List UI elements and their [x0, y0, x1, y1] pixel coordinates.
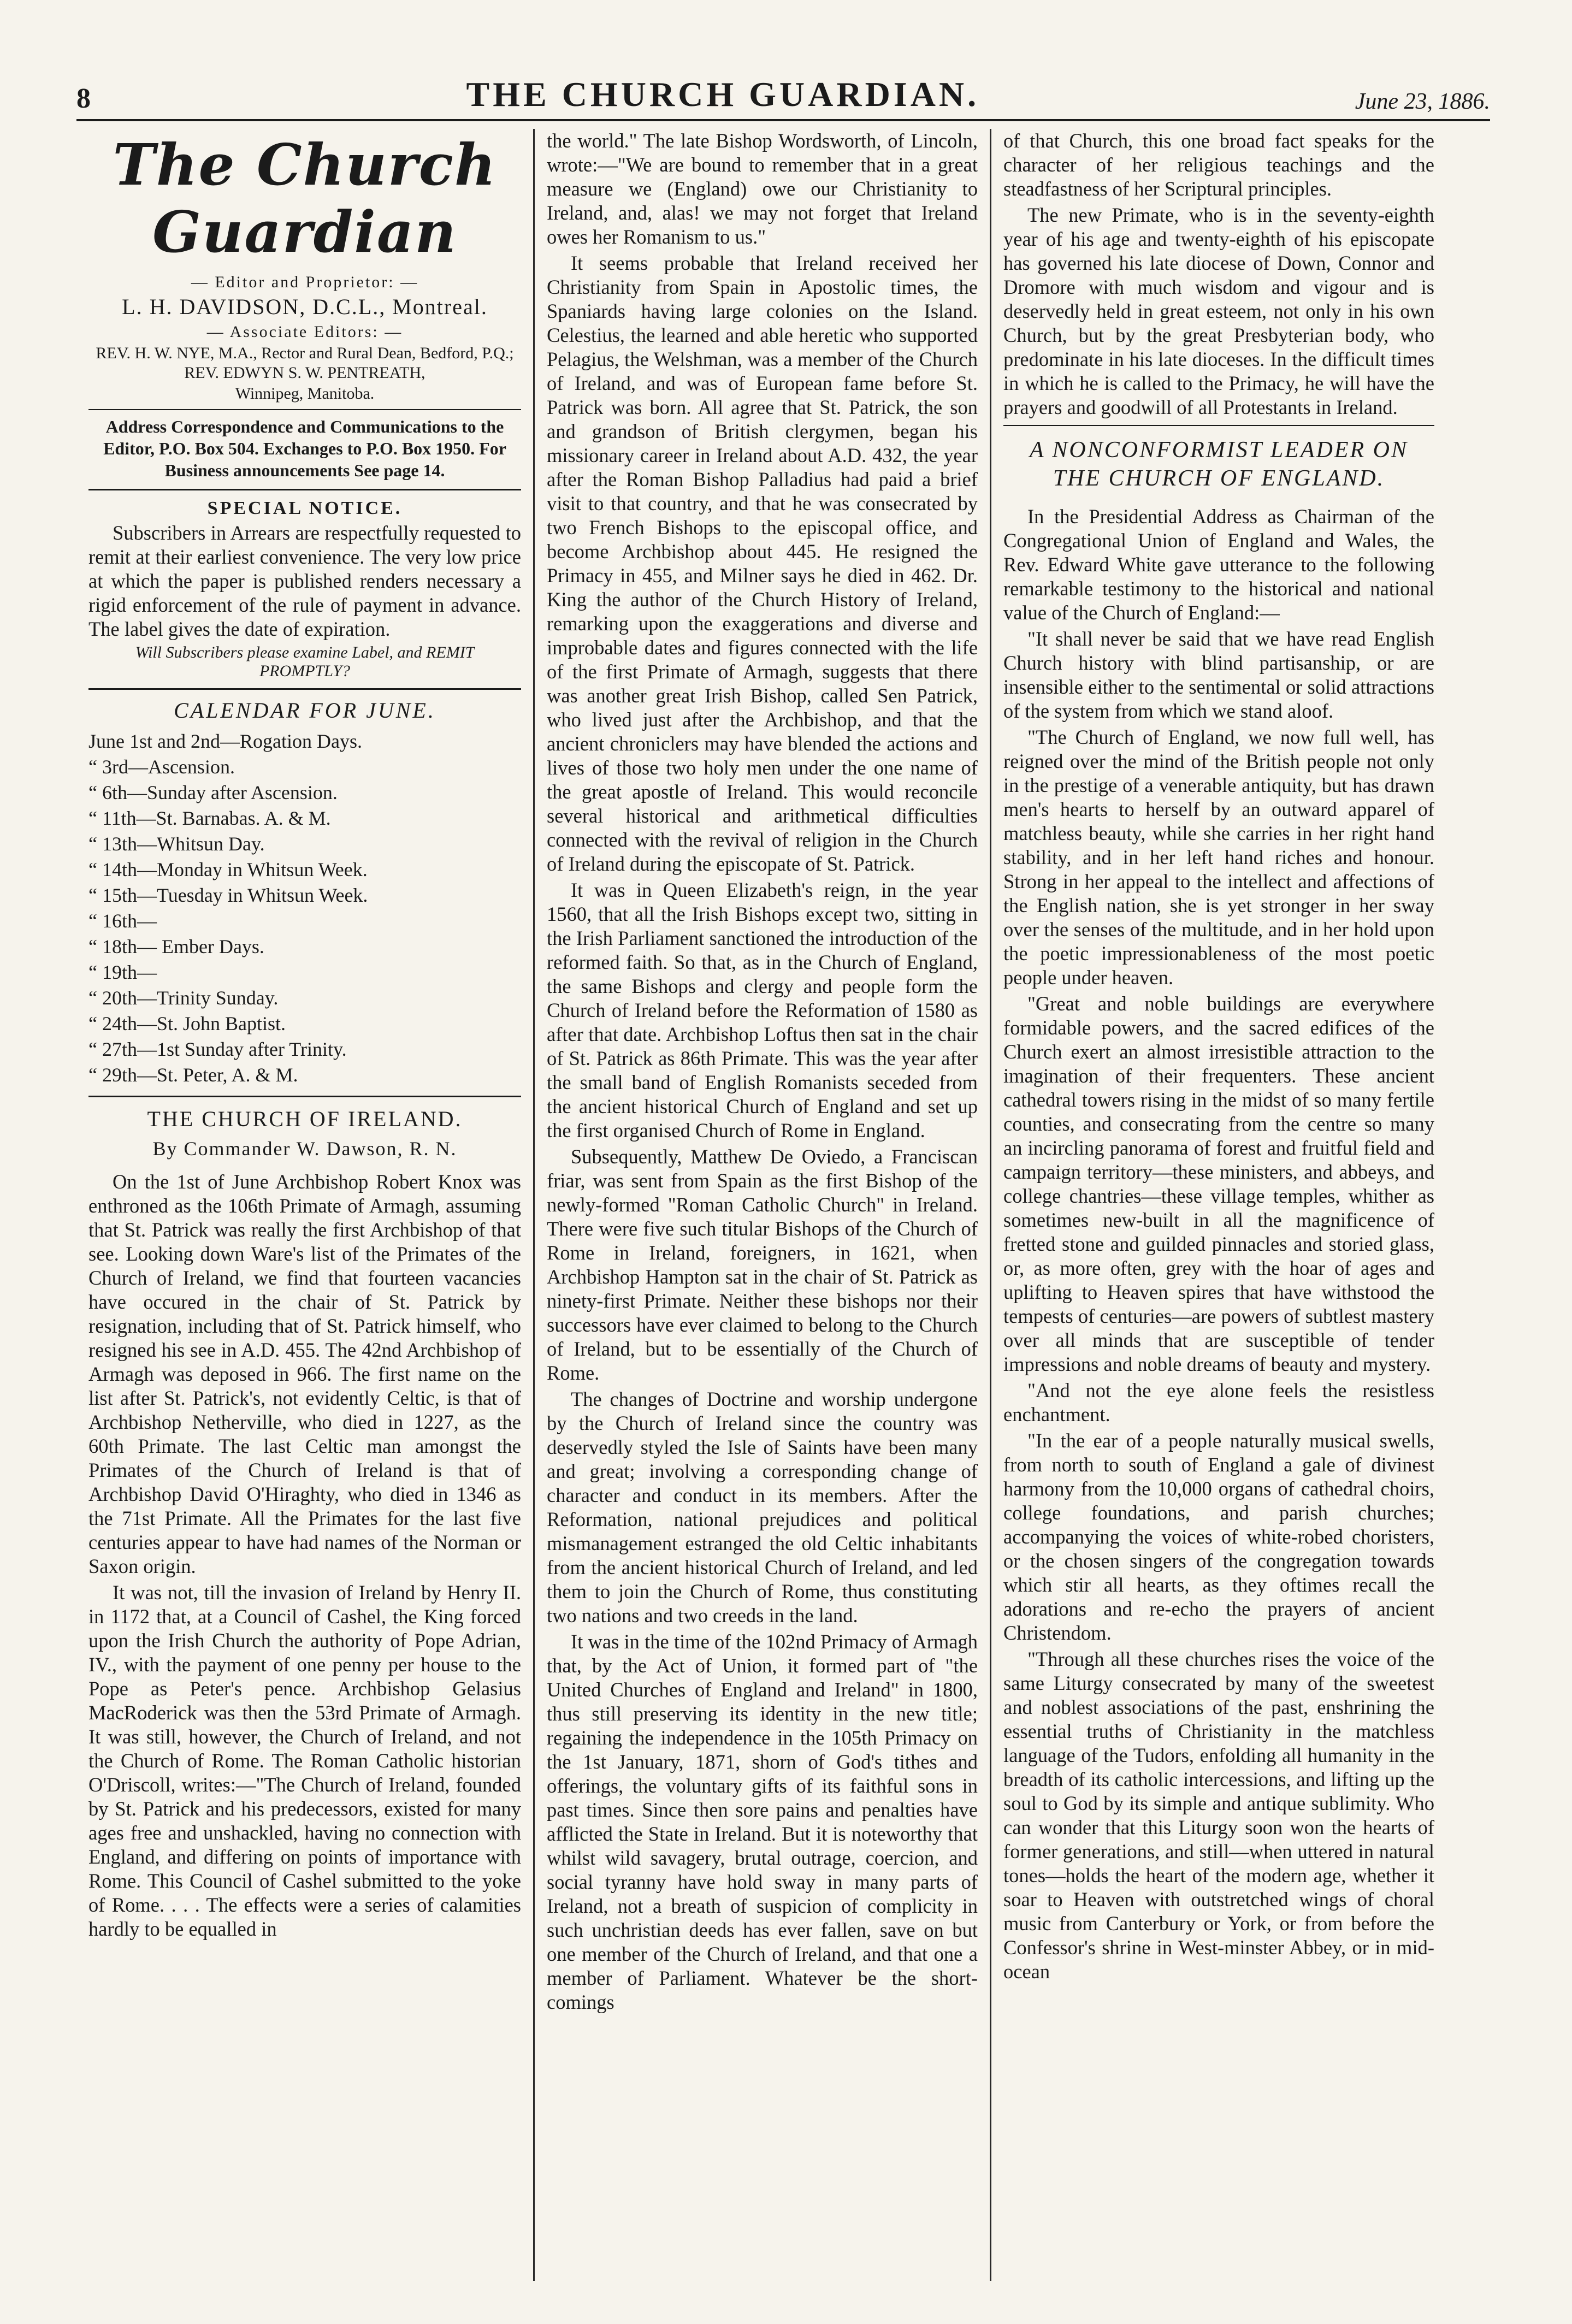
article-title: THE CHURCH OF IRELAND.	[147, 1107, 463, 1131]
article-paragraph: "The Church of England, we now full well, has reigned over the mind of the British people not only in the prestige of a venerable antiquity, but has drawn men's hearts to herself by an outward apparel of matchless beauty, while she carries in her right hand stability, and in her left hand riches and honour. Strong in her appeal to the intellect and affections of the English nation, she is yet stronger in her sway over the senses of the multitude, and in her hold upon the poetic impressionableness of the most poetic people under heaven.	[1003, 726, 1434, 989]
calendar-entry: June 1st and 2nd—Rogation Days.	[88, 730, 362, 752]
page-number: 8	[76, 83, 91, 114]
calendar-entry: “ 16th—	[88, 910, 157, 932]
associate-label: — Associate Editors: —	[206, 323, 403, 341]
calendar-entry: “ 15th—Tuesday in Whitsun Week.	[88, 884, 368, 906]
column-3	[990, 129, 1446, 2281]
article-paragraph: The new Primate, who is in the seventy-eighth year of his age and twenty-eighth of his episcopate has governed his late diocese of Down, Connor and Dromore with much wisdom and vigour and is deservedly held in great esteem, not only in his own Church, but by the great Presbyterian body, who predominate in his late dioceses. In the difficult times in which he is called to the Primacy, he will have the prayers and goodwill of all Protestants in Ireland.	[1003, 204, 1434, 418]
article-paragraph: Subsequently, Matthew De Oviedo, a Franciscan friar, was sent from Spain as the first Bishop of the newly-formed "Roman Catholic Church" in Ireland. There were five such titular Bishops of the Church of Rome in Ireland, foreigners, in 1621, when Archbishop Hampton sat in the chair of St. Patrick as ninety-first Primate. Neither these bishops nor their successors have ever claimed to belong to the Church of Ireland, but to be essentially of the Church of Rome.	[547, 1145, 978, 1384]
calendar-entry: “ 27th—1st Sunday after Trinity.	[88, 1038, 347, 1060]
article-paragraph: The changes of Doctrine and worship undergone by the Church of Ireland since the country was deservedly styled the Isle of Saints have been many and great; involving a corresponding change of character and conduct in its members. After the Reformation, national prejudices and political mismanagement estranged the old Celtic inhabitants from the ancient historical Church of Ireland, and led them to join the Church of Rome, thus constituting two nations and two creeds in the land.	[547, 1388, 978, 1627]
article-paragraph: It was in the time of the 102nd Primacy of Armagh that, by the Act of Union, it formed part of "the United Churches of England and Ireland" in 1800, thus still preserving its identity in the new title; regaining the independence in the 105th Primacy on the 1st January, 1871, shorn of God's tithes and offerings, the voluntary gifts of its faithful sons in past times. Since then sore pains and penalties have afflicted the State in Ireland. But it is noteworthy that whilst wild savagery, brutal outrage, coercion, and social tyranny have hold sway in many parts of Ireland, not a breath of suspicion of complicity in such unchristian deeds has ever fallen, save on but one member of the Church of Ireland, and that one a member of Parliament. Whatever be the short-comings	[547, 1630, 978, 2013]
calendar-list	[88, 729, 521, 1088]
calendar-entry: “ 13th—Whitsun Day.	[88, 833, 265, 855]
associate-editors-line-2: Winnipeg, Manitoba.	[235, 385, 375, 403]
column-1	[76, 129, 533, 2281]
editor-label: — Editor and Proprietor: —	[191, 273, 419, 291]
divider	[88, 489, 521, 490]
special-notice-title: SPECIAL NOTICE.	[207, 498, 403, 518]
article-paragraph: It was not, till the invasion of Ireland by Henry II. in 1172 that, at a Council of Cashel, the King forced upon the Irish Church the authority of Pope Adrian, IV., with the payment of one penny per house to the Pope as Peter's pence. Archbishop Gelasius MacRoderick was then the 53rd Primate of Armagh. It was still, however, the Church of Ireland, and not the Church of Rome. The Roman Catholic historian O'Driscoll, writes:—"The Church of Ireland, founded by St. Patrick and his predecessors, existed for many ages free and unshackled, having no connection with England, and differing on points of importance with Rome. This Council of Cashel submitted to the yoke of Rome. . . . The effects were a series of calamities hardly to be equalled in	[88, 1581, 521, 1940]
special-notice-text: Subscribers in Arrears are respectfully requested to remit at their earliest convenience. The very low price at which the paper is published renders necessary a rigid enforcement of the rule of payment in advance. The label gives the date of expiration.	[88, 522, 521, 640]
calendar-title: CALENDAR FOR JUNE.	[174, 698, 436, 723]
masthead-title: The Church Guardian	[113, 131, 497, 265]
divider	[88, 409, 521, 410]
columns	[76, 129, 1490, 2281]
article-paragraph: the world." The late Bishop Wordsworth, of Lincoln, wrote:—"We are bound to remember that in a great measure we (England) owe our Christianity to Ireland, and, alas! we may not forget that Ireland owes her Romanism to us."	[547, 129, 978, 248]
article-paragraph: "And not the eye alone feels the resistless enchantment.	[1003, 1379, 1434, 1426]
address-notice: Address Correspondence and Communications to the Editor, P.O. Box 504. Exchanges to P.O. Box 1950. For Business announcements See page 14.	[103, 417, 506, 480]
calendar-entry: “ 19th—	[88, 961, 157, 983]
article-paragraph: On the 1st of June Archbishop Robert Knox was enthroned as the 106th Primate of Armagh, assuming that St. Patrick was really the first Archbishop of that see. Looking down Ware's list of the Primates of the Church of Ireland, we find that fourteen vacancies have occured in the chair of St. Patrick by resignation, including that of St. Patrick himself, who resigned his see in A.D. 455. The 42nd Archbishop of Armagh was deposed in 966. The first name on the list after St. Patrick's, not evidently Celtic, is that of Archbishop Netherville, who died in 1227, as the 60th Primate. The last Celtic man amongst the Primates of the Church of Ireland is that of Archbishop David O'Hiraghty, who died in 1346 as the 71st Primate. All the Primates for the last five centuries appear to have had names of the Norman or Saxon origin.	[88, 1170, 521, 1577]
divider	[88, 688, 521, 690]
calendar-entry: “ 11th—St. Barnabas. A. & M.	[88, 807, 331, 829]
editor-name: L. H. DAVIDSON, D.C.L., Montreal.	[122, 294, 488, 319]
calendar-entry: “ 18th— Ember Days.	[88, 936, 264, 957]
article-paragraph: "In the ear of a people naturally musical swells, from north to south of England a gale of divinest harmony from the 10,000 organs of cathedral choirs, college foundations, and parish churches; accompanying the voices of white-robed choristers, or the chosen singers of the congregation towards which stir all hearts, as they oftimes recall the adorations and re-echo the prayers of ancient Christendom.	[1003, 1429, 1434, 1644]
issue-date: June 23, 1886.	[1355, 89, 1490, 114]
divider	[88, 1096, 521, 1097]
article-paragraph: of that Church, this one broad fact speaks for the character of her religious teachings and the steadfastness of her Scriptural principles.	[1003, 129, 1434, 200]
article-paragraph: It was in Queen Elizabeth's reign, in the year 1560, that all the Irish Bishops except two, sitting in the Irish Parliament sanctioned the introduction of the reformed faith. So that, as in the Church of England, the same Bishops and clergy and people form the Church of Ireland before the Reformation of 1580 as after that date. Archbishop Loftus then sat in the chair of St. Patrick as 86th Primate. This was the year after the small band of English Romanists seceded from the ancient historical Church of England and set up the first organised Church of Rome in England.	[547, 879, 978, 1142]
calendar-entry: “ 29th—St. Peter, A. & M.	[88, 1064, 298, 1086]
column-2	[533, 129, 990, 2281]
special-notice-footer: Will Subscribers please examine Label, and REMIT PROMPTLY?	[135, 643, 475, 680]
newspaper-title: THE CHURCH GUARDIAN.	[466, 75, 980, 114]
article-paragraph: In the Presidential Address as Chairman of the Congregational Union of England and Wales, the Rev. Edward White gave utterance to the following remarkable testimony to the historical and national value of the Church of England:—	[1003, 505, 1434, 624]
associate-editors-line-1: REV. H. W. NYE, M.A., Rector and Rural Dean, Bedford, P.Q.; REV. EDWYN S. W. PENTREATH,	[96, 344, 514, 382]
calendar-entry: “ 6th—Sunday after Ascension.	[88, 782, 338, 803]
calendar-entry: “ 20th—Trinity Sunday.	[88, 987, 279, 1009]
calendar-entry: “ 3rd—Ascension.	[88, 756, 235, 778]
article-byline: By Commander W. Dawson, R. N.	[152, 1138, 457, 1160]
article-paragraph: It seems probable that Ireland received her Christianity from Spain in Apostolic times, the Spaniards having large colonies on the Island. Celestius, the learned and able heretic who supported Pelagius, the Welshman, was a member of the Church of Ireland, and was of European fame before St. Patrick was born. All agree that St. Patrick, the son and grandson of British clergymen, began his missionary career in Ireland about A.D. 432, the year after the Roman Bishop Palladius had paid a brief visit to that country, and that he was consecrated by two French Bishops to the episcopal office, and become Archbishop about 445. He resigned the Primacy in 455, and Milner says he died in 462. Dr. King the author of the Church History of Ireland, remarking upon the exaggerations and diverse and improbable dates and figures connected with the life of the first Primate of Armagh, suggests that there was another great Irish Bishop, called Sen Patrick, who lived just after the Archbishop, and that the ancient chroniclers may have blended the actions and lives of those two holy men under the one name of the great apostle of Ireland. This would reconcile several historical and arithmetical difficulties connected with the revival of religion in the Church of Ireland during the episcopate of St. Patrick.	[547, 252, 978, 875]
article-paragraph: "Great and noble buildings are everywhere formidable powers, and the sacred edifices of the Church exert an almost irresistible attraction to the imagination of their frequenters. These ancient cathedral towers rising in the midst of so many fertile counties, and consecrating from the centre so many an incircling panorama of forest and fruitful field and campaign territory—these ministers, and abbeys, and college chantries—these village temples, whither as sometimes new-built in all the magnificence of fretted stone and guilded pinnacles and storied glass, or, as more often, grey with the hoar of ages and uplifting to Heaven spires that have withstood the tempests of centuries—are powers of subtlest mastery over all minds that are susceptible of tender impressions and noble dreams of beauty and mystery.	[1003, 992, 1434, 1375]
calendar-entry: “ 14th—Monday in Whitsun Week.	[88, 859, 368, 880]
masthead	[88, 131, 521, 481]
article-title: A NONCONFORMIST LEADER ON THE CHURCH OF ENGLAND.	[1030, 437, 1408, 491]
running-head	[76, 66, 1490, 121]
article-paragraph: "It shall never be said that we have read English Church history with blind partisanship, or are insensible either to the sentimental or solid attractions of the system from which we stand aloof.	[1003, 628, 1434, 722]
calendar-entry: “ 24th—St. John Baptist.	[88, 1013, 286, 1034]
article-paragraph: "Through all these churches rises the voice of the same Liturgy consecrated by many of the sweetest and noblest associations of the past, enshrining the essential truths of Christianity in the matchless language of the Tudors, enfolding all humanity in the breadth of its catholic intercessions, and lifting up the soul to God by its simple and antique sublimity. Who can wonder that this Liturgy soon won the hearts of former generations, and still—when uttered in natural tones—holds the heart of the modern age, whether it soar to Heaven with outstretched wings of choral music from Canterbury or York, or from before the Confessor's shrine in West-minster Abbey, or in mid-ocean	[1003, 1648, 1434, 1983]
divider	[1003, 425, 1434, 426]
